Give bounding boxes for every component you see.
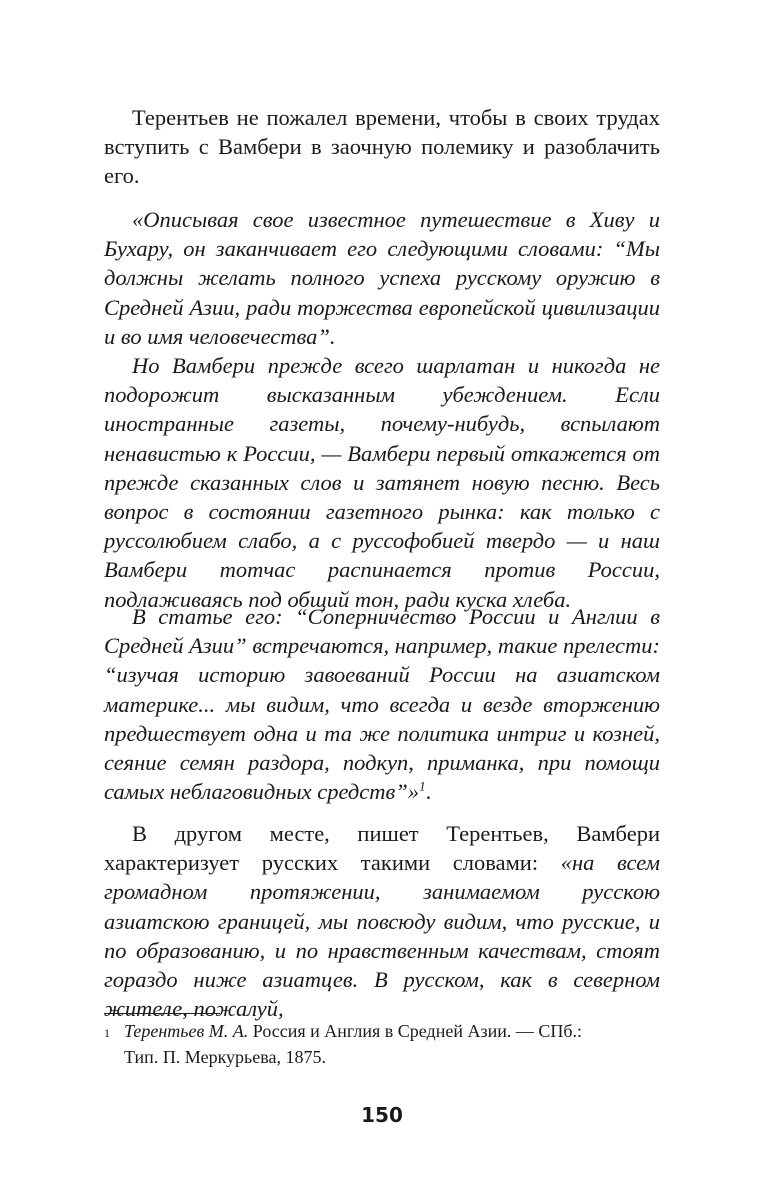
- quote-paragraph-3: [104, 602, 660, 806]
- footnote-number: 1: [104, 1026, 110, 1040]
- paragraph-another-place: [104, 819, 660, 1023]
- quote-3-text: В статье его: “Соперничество России и Англии в Средней Азии” встречаются, например, такие прелести: “изучая историю завоеваний России на азиатском материке... мы видим, что всегда и везде вторжению предшествует одна и та же политика интриг и козней, сеяние семян раздора, подкуп, приманка, при помощи самых неблаговидных средств”»: [104, 604, 660, 805]
- footnote-reference: 1: [419, 778, 426, 794]
- footnote-publisher: Тип. П. Меркурьева, 1875.: [124, 1047, 327, 1067]
- paragraph-lead: В другом месте, пишет Терентьев, Вамбери характеризует русских такими словами:: [104, 821, 660, 876]
- paragraph-intro: Терентьев не пожалел времени, чтобы в своих трудах вступить с Вамбери в заочную полемику и разоблачить его.: [104, 105, 660, 189]
- footnote-author: Терентьев М. А.: [124, 1021, 249, 1041]
- footnote-divider: [104, 1013, 220, 1014]
- page-number: 150: [361, 1103, 403, 1127]
- footnote: [104, 1018, 660, 1070]
- quote-paragraph-1: «Описывая свое известное путешествие в Хиву и Бухару, он заканчивает его следующими словами: “Мы должны желать полного успеха русскому оружию в Средней Азии, ради торжества европейской цивилизации и во имя человечества”.: [104, 207, 660, 349]
- quote-3-end: .: [425, 779, 432, 805]
- footnote-title: Россия и Англия в Средней Азии. — СПб.:: [248, 1021, 583, 1041]
- quote-paragraph-2: Но Вамбери прежде всего шарлатан и никогда не подорожит высказанным убеждением. Если иностранные газеты, почему-нибудь, вспылают ненавистью к России, — Вамбери первый откажется от прежде сказанных слов и затянет новую песню. Весь вопрос в состоянии газетного рынка: как только с руссолюбием слабо, а с руссофобией твердо — и наш Вамбери тотчас распинается против России, подлаживаясь под общий тон, ради куска хлеба.: [104, 353, 660, 612]
- quote-inline: «на всем громадном протяжении, занимаемом русскою азиатскою границей, мы повсюду видим, что русские, и по образованию, и по нравственным качествам, стоят гораздо ниже азиатцев. В русском, как в северном жителе, пожалуй,: [104, 850, 661, 1022]
